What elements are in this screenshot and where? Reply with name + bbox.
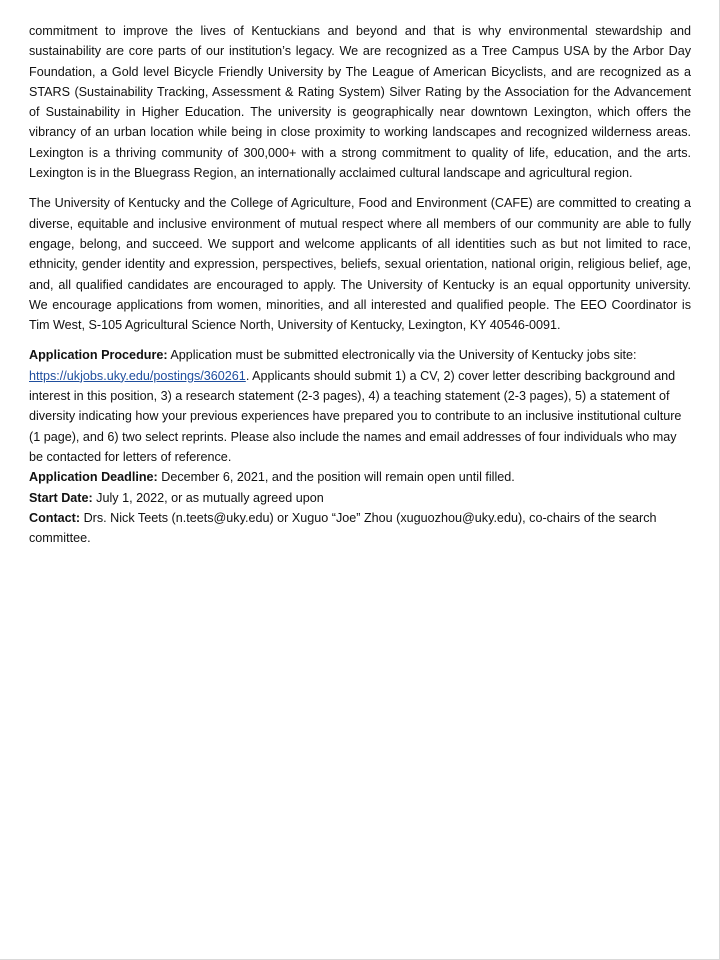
start-date-text: July 1, 2022, or as mutually agreed upon <box>92 490 324 505</box>
document-body <box>29 21 691 548</box>
sustainability-paragraph: commitment to improve the lives of Kentuckians and beyond and that is why environmental stewardship and sustainability are core parts of our institution’s legacy. We are recognized as a Tree Campus USA by the Arbor Day Foundation, a Gold level Bicycle Friendly University by The League of American Bicyclists, and are recognized as a STARS (Sustainability Tracking, Assessment & Rating System) Silver Rating by the Association for the Advancement of Sustainability in Higher Education. The university is geographically near downtown Lexington, which offers the vibrancy of an urban location while being in close proximity to working landscapes and recognized wilderness areas. Lexington is a thriving community of 300,000+ with a strong commitment to quality of life, education, and the arts. Lexington is in the Bluegrass Region, an internationally acclaimed cultural landscape and agricultural region. <box>29 24 691 181</box>
ukjobs-posting-link[interactable]: https://ukjobs.uky.edu/postings/360261 <box>29 368 246 383</box>
application-procedure-paragraph <box>29 345 691 467</box>
start-date-label: Start Date: <box>29 490 93 505</box>
application-deadline-text: December 6, 2021, and the position will remain open until filled. <box>157 470 515 485</box>
contact-text: Drs. Nick Teets (n.teets@uky.edu) or Xuguo “Joe” Zhou (xuguozhou@uky.edu), co-chairs of the search committee. <box>29 510 657 546</box>
application-procedure-text: Application must be submitted electronically via the University of Kentucky jobs site: <box>167 348 637 363</box>
contact-label: Contact: <box>29 510 81 525</box>
application-procedure-text-continued: . Applicants should submit 1) a CV, 2) cover letter describing background and interest in this position, 3) a research statement (2-3 pages), 4) a teaching statement (2-3 pages), 5) a statement of diversity indicating how your previous experiences have prepared you to contribute to an inclusive institutional culture (1 page), and 6) two select reprints. Please also include the names and email addresses of four individuals who may be contacted for letters of reference. <box>29 368 682 464</box>
application-deadline-label: Application Deadline: <box>29 470 158 485</box>
start-date-line <box>29 488 691 508</box>
application-deadline-line <box>29 467 691 487</box>
contact-line <box>29 508 691 549</box>
diversity-paragraph: The University of Kentucky and the College of Agriculture, Food and Environment (CAFE) are committed to creating a diverse, equitable and inclusive environment of mutual respect where all members of our community are able to fully engage, belong, and succeed. We support and welcome applicants of all identities such as but not limited to race, ethnicity, gender identity and expression, perspectives, beliefs, sexual orientation, national origin, religious belief, age, and, all qualified candidates are encouraged to apply. The University of Kentucky is an equal opportunity university. We encourage applications from women, minorities, and all interested and qualified people. The EEO Coordinator is Tim West, S-105 Agricultural Science North, University of Kentucky, Lexington, KY 40546-0091. <box>29 196 691 333</box>
application-procedure-label: Application Procedure: <box>29 348 168 363</box>
